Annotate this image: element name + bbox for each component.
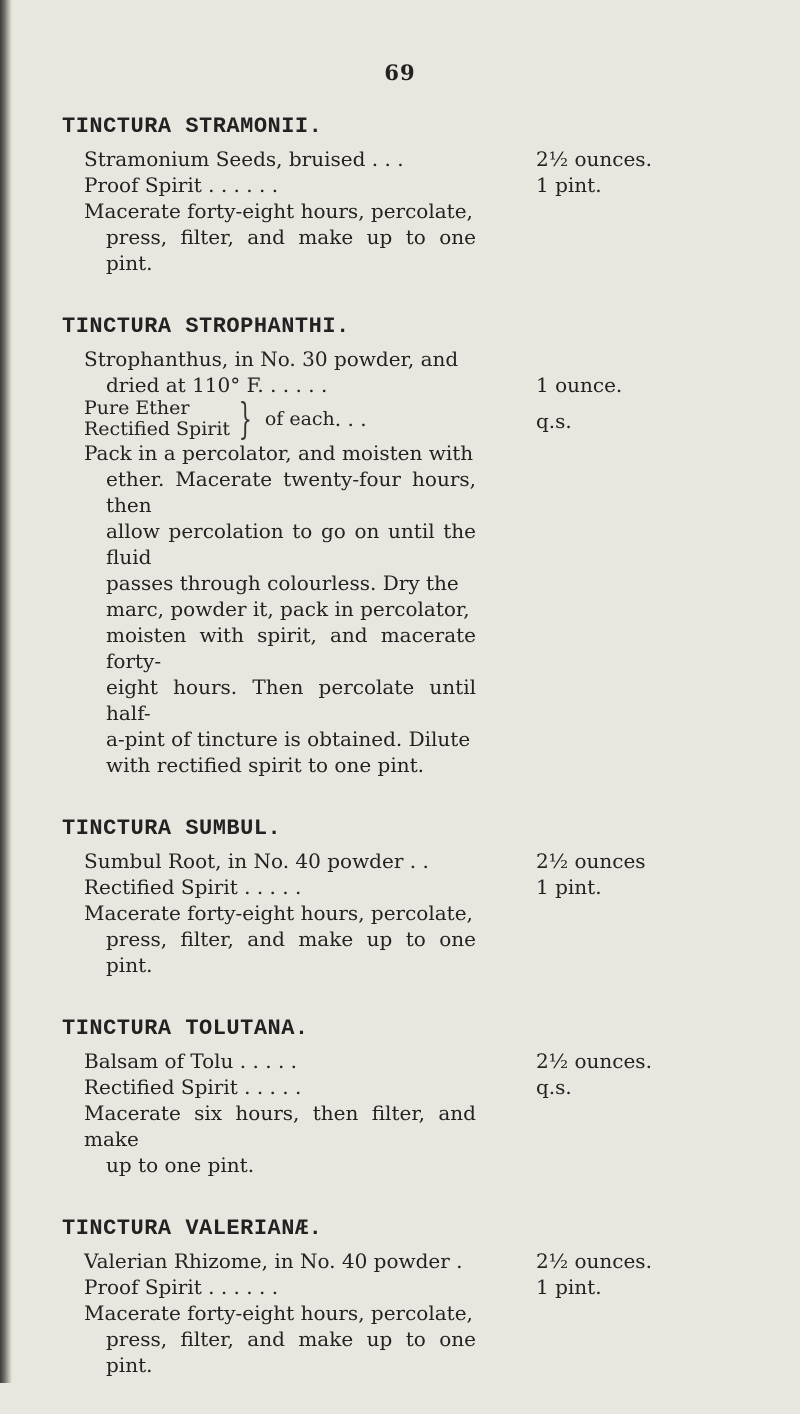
ingredient-quantity: q.s. <box>536 409 572 433</box>
ingredient-row-braced <box>62 398 762 440</box>
recipe-tinctura-strophanthi <box>62 312 762 778</box>
directions-line: up to one pint. <box>106 1153 255 1177</box>
ingredient-name: dried at 110° F. <box>106 373 264 397</box>
page-number: 69 <box>384 60 416 85</box>
directions-line: press, filter, and make up to one pint. <box>106 1327 476 1377</box>
ingredient-name: Rectified Spirit <box>84 875 238 899</box>
page-content <box>62 112 762 1414</box>
ingredient-row <box>62 1048 762 1074</box>
directions-line: marc, powder it, pack in percolator, <box>106 597 470 621</box>
leader-dots: . . . . . . <box>201 1275 279 1299</box>
ingredient-name: Valerian Rhizome, in No. 40 powder <box>84 1249 450 1273</box>
directions-line: a-pint of tincture is obtained. Dilute <box>106 727 471 751</box>
recipe-tinctura-valerianae <box>62 1214 762 1378</box>
ingredient-row <box>62 372 762 398</box>
ingredient-row <box>62 1074 762 1100</box>
ingredient-name: Proof Spirit <box>84 1275 202 1299</box>
directions-line: ether. Macerate twenty-four hours, then <box>106 467 476 517</box>
directions-line: press, filter, and make up to one pint. <box>106 927 476 977</box>
leader-dots: . . . . . <box>237 1075 302 1099</box>
ingredient-name: Rectified Spirit <box>84 418 231 440</box>
directions-line: Macerate forty-eight hours, percolate, <box>84 199 473 223</box>
ingredient-row <box>62 346 762 372</box>
ingredient-row <box>62 146 762 172</box>
ingredient-name: Sumbul Root, in No. 40 powder <box>84 849 404 873</box>
leader-dots: . . . . . . <box>201 173 279 197</box>
leader-dots: . . . . . <box>263 373 328 397</box>
recipe-title: TINCTURA TOLUTANA. <box>62 1016 309 1041</box>
leader-dots: . . . . . <box>233 1049 298 1073</box>
directions-line: passes through colourless. Dry the <box>106 571 459 595</box>
leader-dots: . . . <box>365 147 404 171</box>
leader-dots: . . . . . <box>237 875 302 899</box>
ingredient-quantity: 1 pint. <box>536 1275 602 1299</box>
right-brace-icon: } <box>238 398 253 440</box>
directions-line: Pack in a percolator, and moisten with <box>84 441 474 465</box>
leader-dots: . . . <box>334 407 367 431</box>
ingredient-name: Strophanthus, in No. 30 powder, and <box>84 347 459 371</box>
ingredient-quantity: 2½ ounces. <box>536 147 652 171</box>
recipe-tinctura-sumbul <box>62 814 762 978</box>
ingredient-quantity: 1 ounce. <box>536 373 623 397</box>
ingredient-name: Proof Spirit <box>84 173 202 197</box>
ingredient-row <box>62 1274 762 1300</box>
ingredient-quantity: 2½ ounces. <box>536 1049 652 1073</box>
recipe-title: TINCTURA SUMBUL. <box>62 816 282 841</box>
ingredient-name: Rectified Spirit <box>84 1075 238 1099</box>
ingredient-quantity: 1 pint. <box>536 875 602 899</box>
ingredient-row <box>62 848 762 874</box>
ingredient-quantity: q.s. <box>536 1075 572 1099</box>
ingredient-name: Pure Ether <box>84 398 190 419</box>
recipe-tinctura-stramonii <box>62 112 762 276</box>
recipe-directions <box>62 1300 476 1378</box>
directions-line: press, filter, and make up to one pint. <box>106 225 476 275</box>
directions-line: with rectified spirit to one pint. <box>106 753 424 777</box>
directions-line: Macerate six hours, then filter, and make <box>84 1101 476 1151</box>
ingredient-name: Stramonium Seeds, bruised <box>84 147 366 171</box>
recipe-directions <box>62 1100 476 1178</box>
recipe-directions <box>62 900 476 978</box>
brace-label: of each <box>264 408 335 430</box>
ingredient-quantity: 2½ ounces. <box>536 1249 652 1273</box>
directions-line: moisten with spirit, and macerate forty- <box>106 623 476 673</box>
recipe-directions <box>62 440 476 778</box>
leader-dots: . <box>449 1249 463 1273</box>
directions-line: Macerate forty-eight hours, percolate, <box>84 901 473 925</box>
directions-line: eight hours. Then percolate until half- <box>106 675 476 725</box>
ingredient-quantity: 2½ ounces <box>536 849 646 873</box>
ingredient-name: Balsam of Tolu <box>84 1049 234 1073</box>
ingredient-quantity: 1 pint. <box>536 173 602 197</box>
ingredient-row <box>62 172 762 198</box>
directions-line: Macerate forty-eight hours, percolate, <box>84 1301 473 1325</box>
recipe-title: TINCTURA VALERIANÆ. <box>62 1216 323 1241</box>
directions-line: allow percolation to go on until the fluid <box>106 519 476 569</box>
recipe-directions <box>62 198 476 276</box>
ingredient-row <box>62 1248 762 1274</box>
recipe-tinctura-tolutana <box>62 1014 762 1178</box>
recipe-title: TINCTURA STROPHANTHI. <box>62 314 350 339</box>
leader-dots: . . <box>403 849 429 873</box>
ingredient-row <box>62 874 762 900</box>
recipe-title: TINCTURA STRAMONII. <box>62 114 323 139</box>
